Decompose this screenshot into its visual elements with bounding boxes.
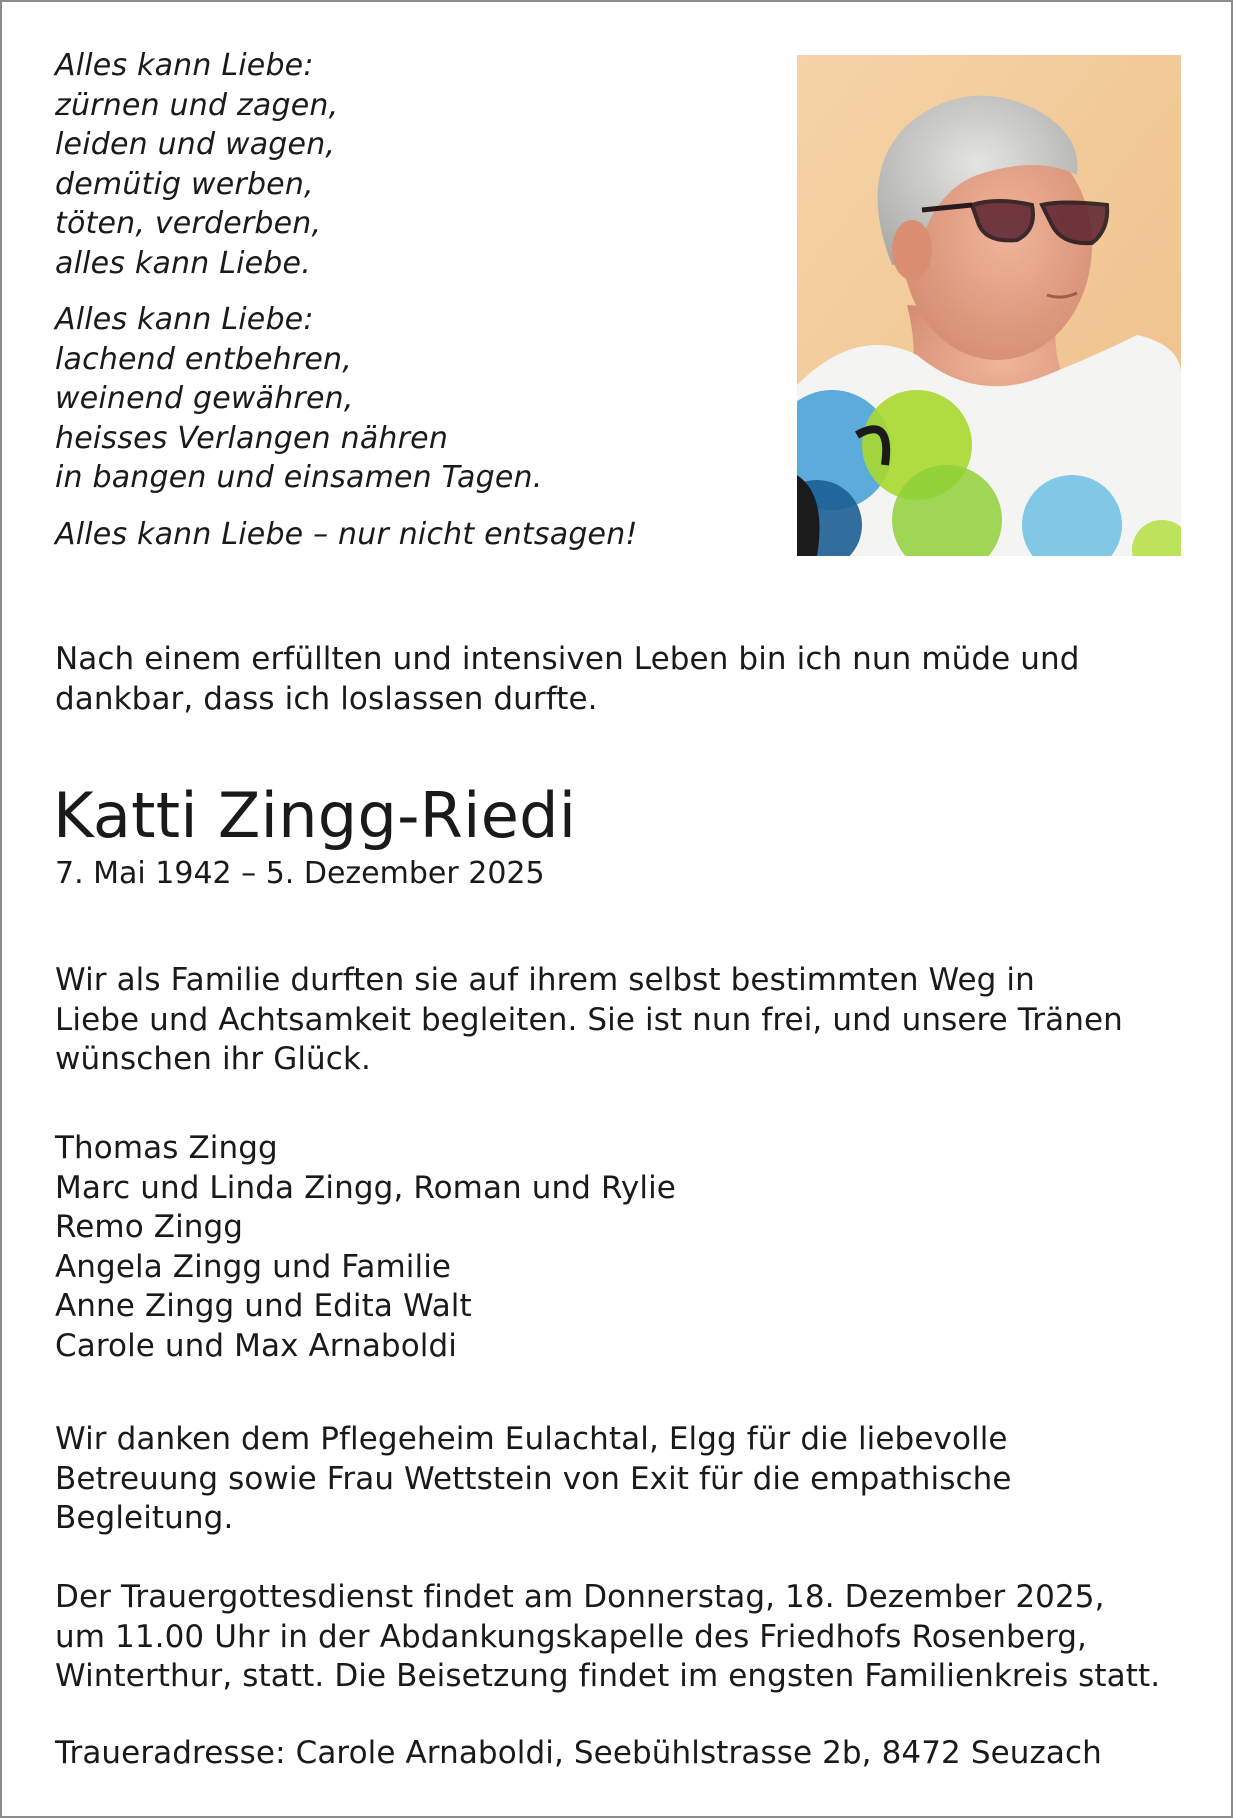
poem-line: Alles kann Liebe – nur nicht entsagen! (55, 516, 638, 552)
text-line: dankbar, dass ich loslassen durfte. (55, 680, 598, 717)
text-line: Nach einem erfüllten und intensiven Leben bin ich nun müde und (55, 641, 1080, 677)
thanks-text (55, 1420, 1195, 1539)
mourner-item: Thomas Zingg (55, 1130, 278, 1166)
poem-line: Alles kann Liebe: (55, 48, 314, 83)
mourners-list (55, 1129, 1195, 1366)
life-dates: 7. Mai 1942 – 5. Dezember 2025 (55, 856, 545, 891)
poem-line: heisses Verlangen nähren (55, 420, 449, 456)
poem-line: lachend entbehren, (55, 341, 352, 377)
poem-line: alles kann Liebe. (55, 245, 311, 281)
text-line: Wir danken dem Pflegeheim Eulachtal, Elgg für die liebevolle (55, 1421, 1008, 1457)
text-line: Wir als Familie durften sie auf ihrem selbst bestimmten Weg in (55, 962, 1035, 998)
portrait-photo (797, 55, 1181, 556)
text-line: Der Trauergottesdienst findet am Donnerstag, 18. Dezember 2025, (55, 1579, 1105, 1615)
text-line: Traueradresse: Carole Arnaboldi, Seebühlstrasse 2b, 8472 Seuzach (55, 1735, 1102, 1771)
poem-line: töten, verderben, (55, 206, 322, 241)
mourner-item: Marc und Linda Zingg, Roman und Rylie (55, 1169, 676, 1206)
poem (55, 46, 755, 571)
poem-stanza-3 (55, 515, 755, 555)
family-message (55, 961, 1195, 1080)
service-info (55, 1578, 1195, 1697)
text-line: um 11.00 Uhr in der Abdankungskapelle des Friedhofs Rosenberg, (55, 1618, 1087, 1655)
text-line: Betreuung sowie Frau Wettstein von Exit für die empathische (55, 1460, 1012, 1497)
poem-stanza-1 (55, 46, 755, 283)
mourner-item: Carole und Max Arnaboldi (55, 1327, 457, 1364)
poem-line: leiden und wagen, (55, 127, 336, 162)
mourning-address (55, 1734, 1195, 1774)
poem-line: demütig werben, (55, 166, 314, 202)
poem-stanza-2 (55, 300, 755, 498)
mourner-item: Anne Zingg und Edita Walt (55, 1288, 472, 1324)
poem-line: zürnen und zagen, (55, 87, 339, 123)
mourner-item: Remo Zingg (55, 1209, 244, 1245)
deceased-name: Katti Zingg-Riedi (53, 779, 577, 852)
mourner-item: Angela Zingg und Familie (55, 1248, 452, 1285)
intro-text (55, 640, 1195, 719)
poem-line: weinend gewähren, (55, 381, 354, 416)
poem-line: Alles kann Liebe: (55, 302, 314, 337)
text-line: wünschen ihr Glück. (55, 1041, 371, 1077)
text-line: Begleitung. (55, 1500, 234, 1536)
poem-line: in bangen und einsamen Tagen. (55, 460, 543, 495)
text-line: Liebe und Achtsamkeit begleiten. Sie ist nun frei, und unsere Tränen (55, 1001, 1123, 1038)
text-line: Winterthur, statt. Die Beisetzung findet im engsten Familienkreis statt. (55, 1658, 1161, 1694)
